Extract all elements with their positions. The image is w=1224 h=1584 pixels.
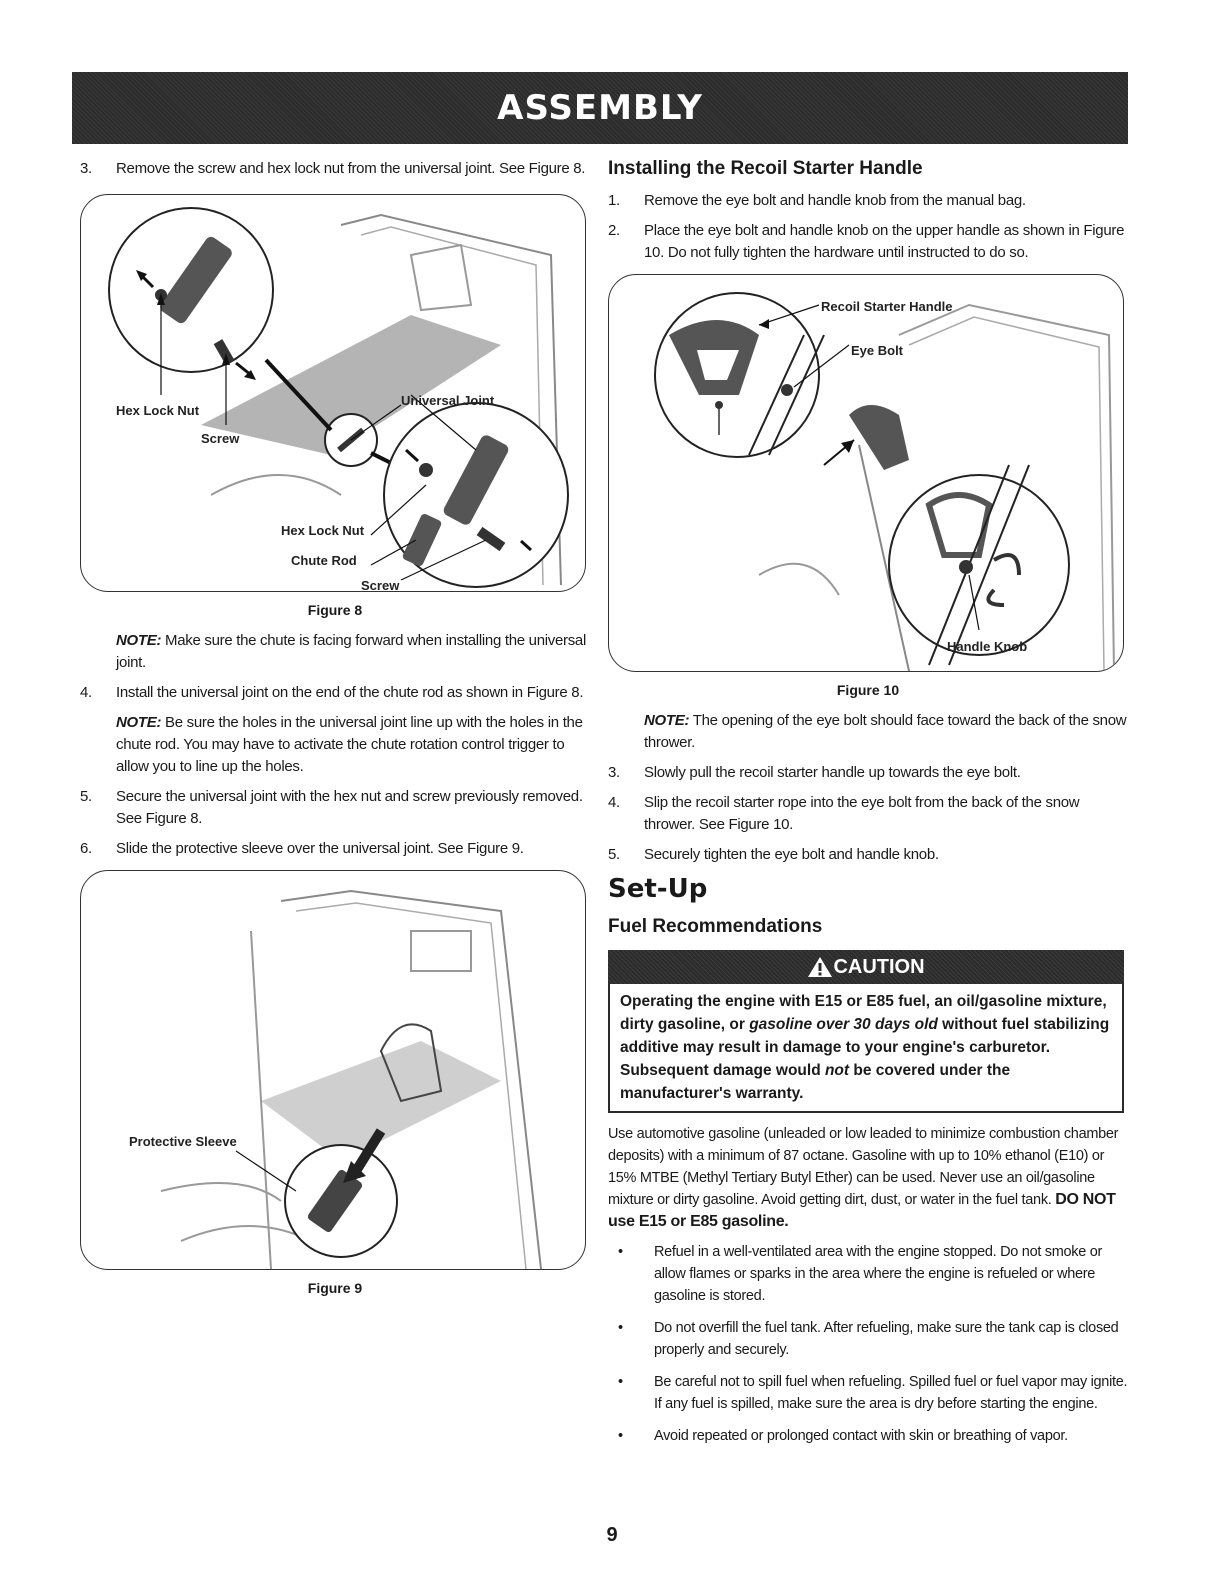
fuel-bullet: • Avoid repeated or prolonged contact with skin or breathing of vapor. xyxy=(618,1428,1068,1444)
label-handle-knob: Handle Knob xyxy=(947,639,1028,654)
caution-box xyxy=(608,950,1124,1113)
label-eye-bolt: Eye Bolt xyxy=(851,343,904,358)
page-number: 9 xyxy=(606,1524,618,1546)
recoil-starter-heading: Installing the Recoil Starter Handle xyxy=(608,158,923,179)
note-eye-bolt: NOTE: The opening of the eye bolt should face toward the back of the snow thrower. xyxy=(644,712,1127,751)
label-hex-lock-nut-2: Hex Lock Nut xyxy=(281,523,365,538)
fuel-recommendations-title: Fuel Recommendations xyxy=(608,916,823,937)
figure-8-caption: Figure 8 xyxy=(307,602,363,618)
section-title: ASSEMBLY xyxy=(497,88,703,128)
label-hex-lock-nut-1: Hex Lock Nut xyxy=(116,403,200,418)
note-chute-facing: NOTE: Make sure the chute is facing forward when installing the universal joint. xyxy=(116,632,587,671)
setup-title: Set-Up xyxy=(608,874,708,904)
label-recoil-starter-handle: Recoil Starter Handle xyxy=(821,299,953,314)
figure-10 xyxy=(608,274,1124,672)
fuel-bullet: • Refuel in a well-ventilated area with the engine stopped. Do not smoke or allow flames or sparks in the area where the engine is refueled or where gasoline is stored. xyxy=(618,1244,1103,1304)
step-3-left: 3. Remove the screw and hex lock nut from the universal joint. See Figure 8. xyxy=(80,160,586,177)
figure-8 xyxy=(80,194,586,592)
figure-9-illustration xyxy=(81,871,585,1269)
section-banner xyxy=(72,72,1128,144)
caution-header xyxy=(608,950,1124,984)
step-1-right: 1. Remove the eye bolt and handle knob from the manual bag. xyxy=(608,192,1026,209)
figure-10-illustration xyxy=(609,275,1123,671)
note-holes-line-up: NOTE: Be sure the holes in the universal joint line up with the holes in the chute rod. You may have to activate the chute rotation control trigger to allow you to line up the holes. xyxy=(116,714,583,775)
caution-text: Operating the engine with E15 or E85 fuel, an oil/gasoline mixture, dirty gasoline, or gasoline over 30 days old without fuel stabilizing additive may result in damage to your engine's carburetor. Subsequent damage would not be covered under the manufacturer's warranty. xyxy=(608,984,1124,1113)
step-6-left: 6. Slide the protective sleeve over the universal joint. See Figure 9. xyxy=(80,840,524,857)
step-5-right: 5. Securely tighten the eye bolt and handle knob. xyxy=(608,846,939,863)
figure-8-illustration xyxy=(81,195,585,591)
step-4-right: 4. Slip the recoil starter rope into the eye bolt from the back of the snow thrower. See Figure 10. xyxy=(608,794,1080,833)
label-protective-sleeve: Protective Sleeve xyxy=(129,1134,237,1149)
figure-9-caption: Figure 9 xyxy=(307,1280,363,1296)
step-5-left: 5. Secure the universal joint with the hex nut and screw previously removed. See Figure 8. xyxy=(80,788,583,827)
fuel-bullet: • Do not overfill the fuel tank. After refueling, make sure the tank cap is closed properly and securely. xyxy=(618,1320,1119,1358)
right-column xyxy=(608,158,1128,1457)
left-column xyxy=(80,158,590,1308)
caution-title: CAUTION xyxy=(833,955,925,978)
step-3-right: 3. Slowly pull the recoil starter handle up towards the eye bolt. xyxy=(608,764,1021,781)
label-screw-2: Screw xyxy=(361,578,400,591)
step-4-left: 4. Install the universal joint on the end of the chute rod as shown in Figure 8. xyxy=(80,684,584,701)
fuel-bullet: • Be careful not to spill fuel when refueling. Spilled fuel or fuel vapor may ignite. If any fuel is spilled, make sure the area is dry before starting the engine. xyxy=(618,1374,1128,1412)
fuel-paragraph: Use automotive gasoline (unleaded or low leaded to minimize combustion chamber deposits) with a minimum of 87 octane. Gasoline with up to 10% ethanol (E10) or 15% MTBE (Methyl Tertiary Butyl Ether) can be used. Never use an oil/gasoline mixture or dirty gasoline. Avoid getting dirt, dust, or water in the fuel tank. DO NOT use E15 or E85 gasoline. xyxy=(608,1126,1119,1230)
label-universal-joint: Universal Joint xyxy=(401,393,495,408)
figure-10-caption: Figure 10 xyxy=(836,682,900,698)
label-chute-rod: Chute Rod xyxy=(291,553,357,568)
step-2-right: 2. Place the eye bolt and handle knob on the upper handle as shown in Figure 10. Do not fully tighten the hardware until instructed to do so. xyxy=(608,222,1125,261)
warning-triangle-icon xyxy=(807,956,833,978)
label-screw-1: Screw xyxy=(201,431,240,446)
figure-9 xyxy=(80,870,586,1270)
